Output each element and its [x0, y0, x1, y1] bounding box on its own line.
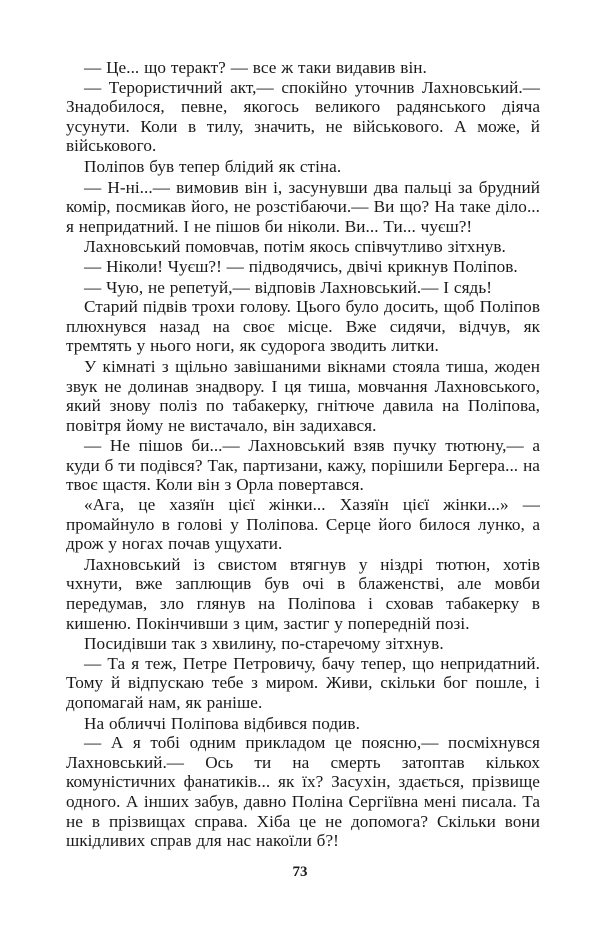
- paragraph-11: «Ага, це хазяїн цієї жінки... Хазяїн цієї жінки...» — промайнуло в голові у Поліпова. Серце його билося лунко, а дрож у ногах почав ущухати.: [66, 495, 540, 554]
- paragraph-1: — Це... що теракт? — все ж таки видавив він.: [84, 58, 427, 77]
- paragraph-14: — Та я теж, Петре Петровичу, бачу тепер, що непридатний. Тому й відпускаю тебе з миром. Живи, скільки бог пошле, і допомагай нам, як раніше.: [66, 653, 540, 712]
- paragraph-4: — Н-ні...— вимовив він і, засунувши два пальці за брудний комір, посмикав його, не розстібаючи.— Ви що? На таке діло... я непридатний. І не пішов би ніколи. Ви... Ти... чуєш?!: [66, 177, 540, 236]
- paragraph-9: У кімнаті з щільно завішаними вікнами стояла тиша, жоден звук не долинав знадвору. І ця тиша, мовчання Лахновського, який знову поліз по табакерку, гнітюче давила на Поліпова, повітря йому не вистачало, він задихався.: [66, 356, 540, 435]
- paragraph-2: — Терористичний акт,— спокійно уточнив Лахновський.— Знадобилося, певне, якогось великого радянського діяча усунути. Коли в тилу, значить, не військового. А може, й військового.: [66, 77, 540, 156]
- paragraph-12: Лахновський із свистом втягнув у ніздрі тютюн, хотів чхнути, вже заплющив був очі в блаженстві, але мовби передумав, зло глянув на Поліпова і сховав табакерку в кишеню. Покінчивши з цим, застиг у попередній позі.: [66, 554, 540, 633]
- page-text-block: [66, 58, 540, 851]
- page-number: 73: [292, 864, 308, 880]
- paragraph-8: Старий підвів трохи голову. Цього було досить, щоб Поліпов плюхнувся назад на своє місце. Вже сидячи, відчув, як тремтять у нього ноги, як судорога зводить литки.: [66, 297, 540, 356]
- paragraph-3: Поліпов був тепер блідий як стіна.: [84, 156, 342, 176]
- paragraph-6: — Ніколи! Чуєш?! — підводячись, двічі крикнув Поліпов.: [84, 256, 518, 276]
- paragraph-5: Лахновський помовчав, потім якось співчутливо зітхнув.: [84, 237, 506, 257]
- paragraph-16: — А я тобі одним прикладом це поясню,— посміхнувся Лахновський.— Ось ти на смерть затоптав кількох комуністичних фанатиків... як їх? Засухін, здається, прізвище одного. А інших забув, давно Поліна Сергіївна мені писала. Та не в прізвищах справа. Хіба це не допомога? Скільки вони шкідливих справ для нас накоїли б?!: [66, 733, 540, 851]
- paragraph-13: Посидівши так з хвилину, по-старечому зітхнув.: [84, 634, 444, 654]
- paragraph-10: — Не пішов би...— Лахновський взяв пучку тютюну,— а куди б ти подівся? Так, партизани, кажу, порішили Бергера... на твоє щастя. Коли він з Орла повертався.: [66, 436, 540, 495]
- paragraph-7: — Чую, не репетуй,— відповів Лахновський.— І сядь!: [84, 277, 492, 297]
- paragraph-15: На обличчі Поліпова відбився подив.: [84, 713, 360, 733]
